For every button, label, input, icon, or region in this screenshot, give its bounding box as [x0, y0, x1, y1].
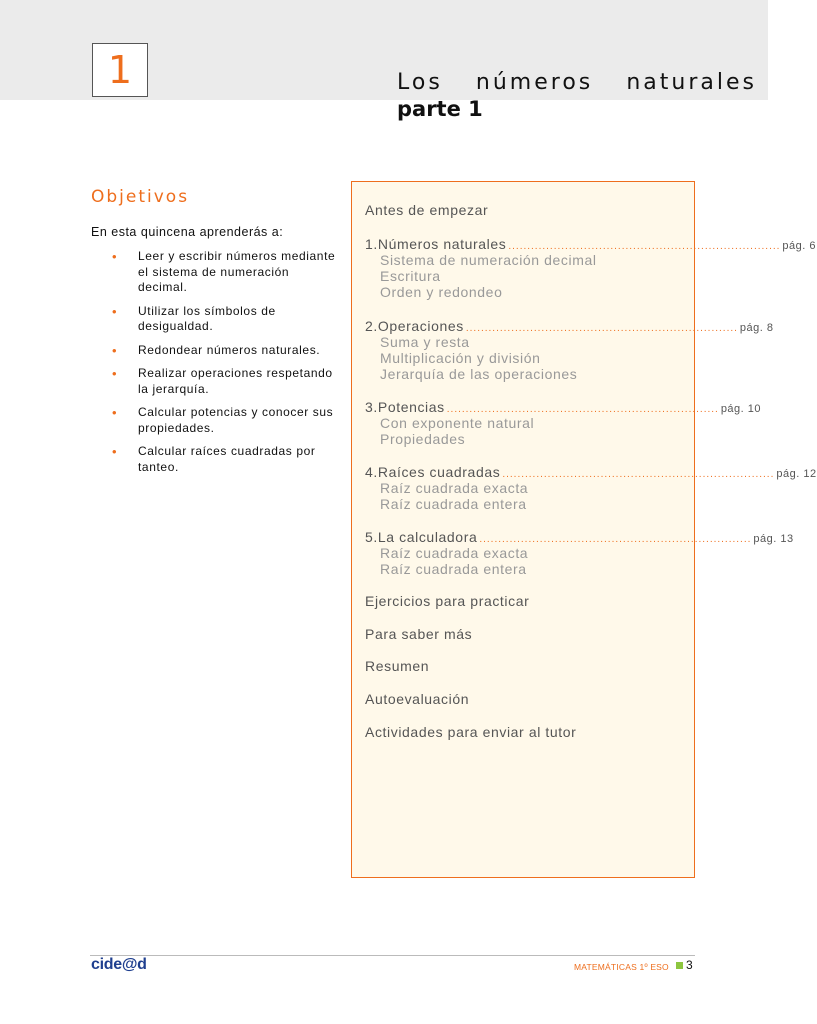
toc-extra-more[interactable]: Para saber más: [365, 626, 473, 642]
title-word: Los: [397, 70, 443, 95]
bullet-icon: •: [112, 405, 118, 420]
objectives-list: [110, 249, 342, 483]
footer-divider: [90, 955, 695, 956]
title-word: números: [475, 70, 594, 95]
toc-leader-dots: ........................................................................: [502, 469, 775, 480]
toc-subitem: Sistema de numeración decimal: [380, 252, 597, 268]
bullet-icon: •: [112, 249, 118, 264]
objective-text: Redondear números naturales.: [138, 342, 321, 357]
toc-subitem: Propiedades: [380, 431, 466, 447]
toc-subitem: Jerarquía de las operaciones: [380, 366, 578, 382]
table-of-contents: [351, 181, 817, 878]
chapter-number-box: [92, 43, 148, 97]
toc-subitem: Con exponente natural: [380, 415, 535, 431]
objective-text: Utilizar los símbolos de desigualdad.: [138, 303, 276, 333]
bullet-icon: •: [112, 444, 118, 459]
objective-item: [110, 405, 342, 436]
toc-subitem: Escritura: [380, 268, 441, 284]
toc-section-1[interactable]: [365, 236, 816, 252]
toc-section-4[interactable]: [365, 464, 817, 480]
bullet-icon: •: [112, 303, 118, 319]
objective-text: Calcular potencias y conocer sus propiedades.: [138, 405, 334, 435]
toc-leader-dots: ........................................................................: [508, 241, 781, 252]
objective-item: [110, 249, 342, 296]
objective-item: [110, 343, 342, 359]
page-title: [397, 70, 757, 95]
toc-leader-dots: ........................................................................: [465, 323, 738, 334]
objective-text: Leer y escribir números mediante el sistema de numeración decimal.: [138, 249, 336, 294]
toc-subitem: Orden y redondeo: [380, 284, 503, 300]
toc-section-3[interactable]: [365, 399, 762, 415]
bullet-icon: •: [112, 342, 118, 358]
toc-subitem: Raíz cuadrada entera: [380, 496, 527, 512]
toc-intro[interactable]: Antes de empezar: [365, 202, 489, 218]
toc-section-label: 1.Números naturales: [365, 236, 507, 252]
toc-extra-summary[interactable]: Resumen: [365, 658, 430, 674]
toc-leader-dots: ........................................................................: [479, 534, 752, 545]
toc-section-2[interactable]: [365, 318, 774, 334]
toc-section-label: 2.Operaciones: [365, 318, 464, 334]
toc-extra-activities[interactable]: Actividades para enviar al tutor: [365, 724, 577, 740]
toc-subitem: Raíz cuadrada exacta: [380, 545, 529, 561]
toc-section-5[interactable]: [365, 529, 794, 545]
chapter-number: 1: [107, 48, 133, 92]
objective-text: Calcular raíces cuadradas por tanteo.: [138, 444, 316, 474]
toc-subitem: Raíz cuadrada exacta: [380, 480, 529, 496]
toc-section-label: 3.Potencias: [365, 399, 445, 415]
toc-subitem: Raíz cuadrada entera: [380, 561, 527, 577]
bullet-icon: •: [112, 366, 118, 381]
toc-page-ref: pág. 10: [720, 403, 762, 415]
toc-subitem: Suma y resta: [380, 334, 470, 350]
footer-subject: MATEMÁTICAS 1º ESO: [574, 962, 669, 972]
square-icon: [676, 962, 683, 969]
objective-text: Realizar operaciones respetando la jerarquía.: [138, 366, 333, 396]
toc-extra-exercises[interactable]: Ejercicios para practicar: [365, 593, 530, 609]
title-word: naturales: [626, 70, 757, 95]
toc-page-ref: pág. 13: [753, 533, 794, 545]
toc-page-ref: pág. 8: [739, 322, 774, 334]
toc-subitem: Multiplicación y división: [380, 350, 541, 366]
toc-section-label: 4.Raíces cuadradas: [365, 464, 501, 480]
objectives-intro: En esta quincena aprenderás a:: [91, 225, 284, 239]
objective-item: [110, 444, 342, 475]
objective-item: [110, 304, 342, 335]
page-subtitle: parte 1: [397, 97, 483, 121]
toc-page-ref: pág. 12: [776, 468, 817, 480]
toc-extra-self-assessment[interactable]: Autoevaluación: [365, 691, 470, 707]
toc-page-ref: pág. 6: [782, 240, 816, 252]
page-number: 3: [686, 958, 693, 972]
toc-section-label: 5.La calculadora: [365, 529, 478, 545]
objectives-heading: Objetivos: [91, 187, 190, 207]
objective-item: [110, 366, 342, 397]
toc-leader-dots: ........................................................................: [446, 404, 719, 415]
cidead-logo: cide@d: [91, 956, 147, 973]
